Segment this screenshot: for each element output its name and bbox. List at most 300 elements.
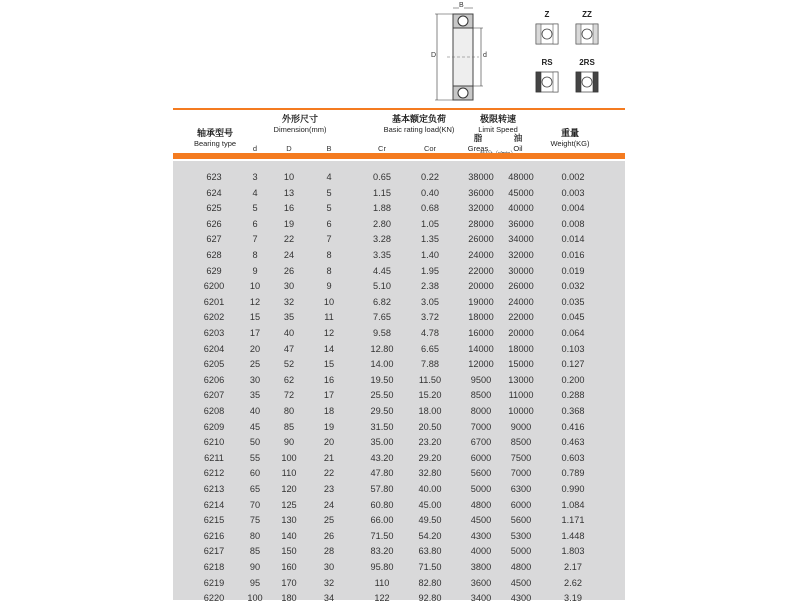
cell-cor: 29.20: [418, 452, 442, 463]
cell-oil-speed: 9000: [510, 421, 532, 432]
table-row: [173, 186, 625, 202]
cell-grease-speed: 3400: [470, 593, 492, 604]
cell-bearing-type: 6219: [203, 577, 225, 588]
cell-cor: 0.68: [421, 203, 439, 214]
cell-D: 32: [283, 296, 295, 307]
cell-cr: 1.15: [373, 187, 391, 198]
cell-D: 16: [283, 203, 295, 214]
cell-oil-speed: 4300: [510, 593, 532, 604]
cell-oil-speed: 10000: [508, 406, 534, 416]
cell-cor: 18.00: [418, 406, 442, 416]
cell-weight: 0.003: [561, 187, 585, 198]
cell-D: 160: [281, 562, 297, 572]
subheader-oil: 油 Oil: [513, 133, 523, 153]
table-row: [173, 435, 625, 451]
cell-oil-speed: 48000: [508, 172, 534, 182]
cell-bearing-type: 6216: [203, 530, 225, 541]
cell-D: 19: [283, 218, 295, 229]
cell-B: 5: [326, 203, 332, 214]
label-d: d: [483, 52, 487, 59]
cell-bearing-type: 6214: [203, 499, 225, 510]
cell-cor: 92.80: [418, 593, 442, 604]
cell-oil-speed: 26000: [508, 281, 534, 292]
bearing-cross-section-diagram: [425, 2, 495, 110]
cell-grease-speed: 4300: [470, 530, 492, 541]
cell-cr: 2.80: [373, 218, 391, 229]
cell-grease-speed: 3600: [470, 577, 492, 588]
table-row: [173, 466, 625, 482]
seal-zz: [562, 10, 612, 51]
cell-D: 10: [283, 172, 295, 182]
cell-grease-speed: 9500: [470, 374, 492, 385]
cell-B: 14: [323, 343, 335, 354]
cell-D: 30: [283, 281, 295, 292]
cell-cr: 35.00: [370, 437, 394, 448]
cell-weight: 0.288: [561, 390, 585, 401]
cell-cor: 23.20: [418, 437, 442, 448]
cell-oil-speed: 45000: [508, 187, 534, 198]
cell-D: 13: [283, 187, 295, 198]
cell-cr: 66.00: [370, 515, 394, 526]
subheader-D: D: [286, 144, 292, 153]
cell-d: 65: [249, 484, 261, 494]
cell-d: 75: [249, 515, 261, 526]
cell-B: 5: [326, 187, 332, 198]
cell-d: 9: [252, 265, 258, 276]
cell-cor: 15.20: [418, 390, 442, 401]
cell-cr: 43.20: [370, 452, 394, 463]
cell-d: 5: [252, 203, 258, 214]
cell-grease-speed: 4800: [470, 499, 492, 510]
header-limit-speed: 极限转速 Limit Speed: [478, 114, 518, 134]
table-row: [173, 404, 625, 420]
cell-grease-speed: 5000: [470, 484, 492, 494]
cell-d: 7: [252, 234, 258, 245]
cell-cr: 25.50: [370, 390, 394, 401]
cell-cr: 47.80: [370, 468, 394, 479]
cell-B: 23: [323, 484, 335, 494]
cell-D: 72: [283, 390, 295, 401]
cell-cor: 82.80: [418, 577, 442, 588]
cell-oil-speed: 32000: [508, 250, 534, 260]
cell-B: 34: [323, 593, 335, 604]
cell-oil-speed: 36000: [508, 218, 534, 229]
cell-d: 40: [249, 406, 261, 416]
cell-grease-speed: 19000: [468, 296, 494, 307]
cell-cor: 3.72: [421, 312, 439, 323]
cell-bearing-type: 6213: [203, 484, 225, 494]
cell-bearing-type: 6217: [203, 546, 225, 557]
cell-weight: 0.416: [561, 421, 585, 432]
cell-oil-speed: 20000: [508, 328, 534, 338]
label-D: D: [431, 52, 437, 59]
table-row: [173, 310, 625, 326]
cell-cor: 1.05: [421, 218, 439, 229]
cell-weight: 0.127: [561, 359, 585, 370]
seal-label: 2RS: [579, 58, 595, 67]
cell-B: 21: [323, 452, 335, 463]
table-row: [173, 248, 625, 264]
bearing-table-body: [173, 161, 625, 604]
cell-weight: 0.064: [561, 328, 585, 338]
cell-D: 180: [281, 593, 297, 604]
cell-cor: 6.65: [421, 343, 439, 354]
cell-grease-speed: 36000: [468, 187, 494, 198]
cell-cor: 1.40: [421, 250, 439, 260]
cell-oil-speed: 13000: [508, 374, 534, 385]
cell-grease-speed: 3800: [470, 562, 492, 572]
cell-oil-speed: 7500: [510, 452, 532, 463]
cell-weight: 0.200: [561, 374, 585, 385]
cell-oil-speed: 4800: [510, 562, 532, 572]
cell-B: 24: [323, 499, 335, 510]
cell-grease-speed: 32000: [468, 203, 494, 214]
table-row: [173, 295, 625, 311]
cell-B: 32: [323, 577, 335, 588]
cell-bearing-type: 6209: [203, 421, 225, 432]
cell-cr: 14.00: [370, 359, 394, 370]
cell-oil-speed: 8500: [510, 437, 532, 448]
cell-bearing-type: 6211: [204, 452, 224, 463]
cell-D: 170: [281, 577, 297, 588]
cell-d: 100: [247, 593, 263, 604]
cell-cr: 29.50: [370, 406, 394, 416]
table-row: [173, 373, 625, 389]
cell-d: 3: [252, 172, 258, 182]
cell-B: 4: [326, 172, 332, 182]
cell-cr: 3.28: [373, 234, 391, 245]
cell-D: 150: [281, 546, 297, 557]
table-row: [173, 513, 625, 529]
subheader-cr: Cr: [378, 144, 386, 153]
cell-grease-speed: 14000: [468, 343, 494, 354]
cell-oil-speed: 6300: [510, 484, 532, 494]
cell-cr: 12.80: [370, 343, 394, 354]
table-row: [173, 544, 625, 560]
table-row: [173, 420, 625, 436]
cell-D: 85: [283, 421, 295, 432]
cell-cr: 19.50: [370, 374, 394, 385]
cell-grease-speed: 5600: [470, 468, 492, 479]
cell-grease-speed: 12000: [468, 359, 494, 370]
cell-cor: 11.50: [418, 374, 442, 385]
cell-B: 6: [326, 218, 332, 229]
cell-grease-speed: 26000: [468, 234, 494, 245]
table-row: [173, 388, 625, 404]
cell-B: 25: [323, 515, 335, 526]
cell-B: 9: [326, 281, 332, 292]
cell-d: 10: [249, 281, 261, 292]
cell-cor: 1.95: [421, 265, 439, 276]
cell-cor: 3.05: [421, 296, 439, 307]
cell-weight: 0.002: [561, 172, 585, 182]
header-dimension: 外形尺寸 Dimension(mm): [273, 114, 327, 134]
cell-cor: 4.78: [421, 328, 439, 338]
table-row: [173, 498, 625, 514]
seal-label: Z: [544, 10, 550, 19]
cell-oil-speed: 40000: [508, 203, 534, 214]
cell-weight: 0.368: [561, 406, 585, 416]
cell-B: 17: [323, 390, 335, 401]
table-row: [173, 279, 625, 295]
cell-cor: 32.80: [418, 468, 442, 479]
cell-B: 19: [323, 421, 335, 432]
cell-bearing-type: 6206: [203, 374, 225, 385]
cell-B: 26: [323, 530, 335, 541]
cell-D: 62: [283, 374, 295, 385]
cell-bearing-type: 629: [206, 265, 222, 276]
cell-d: 30: [249, 374, 261, 385]
cell-oil-speed: 7000: [510, 468, 532, 479]
cell-weight: 0.603: [561, 452, 585, 463]
cell-cor: 49.50: [418, 515, 442, 526]
cell-weight: 0.004: [561, 203, 585, 214]
cell-d: 60: [249, 468, 261, 479]
cell-d: 17: [249, 328, 261, 338]
cell-grease-speed: 7000: [470, 421, 492, 432]
cell-oil-speed: 30000: [508, 265, 534, 276]
cell-B: 12: [323, 328, 335, 338]
cell-bearing-type: 6215: [203, 515, 225, 526]
cell-grease-speed: 6700: [470, 437, 492, 448]
cell-B: 8: [326, 250, 332, 260]
table-row: [173, 576, 625, 592]
cell-weight: 0.789: [561, 468, 585, 479]
cell-weight: 0.008: [561, 218, 585, 229]
cell-cr: 6.82: [373, 296, 391, 307]
cell-D: 22: [283, 234, 295, 245]
cell-D: 120: [281, 484, 297, 494]
cell-bearing-type: 6202: [203, 312, 225, 323]
cell-weight: 3.19: [564, 593, 582, 604]
cell-oil-speed: 22000: [508, 312, 534, 323]
cell-cor: 63.80: [418, 546, 442, 557]
cell-cor: 20.50: [418, 421, 442, 432]
table-row: [173, 529, 625, 545]
cell-weight: 0.463: [561, 437, 585, 448]
cell-cor: 40.00: [418, 484, 442, 494]
subheader-grease: 脂 Greas: [467, 133, 489, 153]
cell-d: 35: [249, 390, 261, 401]
cell-oil-speed: 18000: [508, 343, 534, 354]
cell-weight: 2.62: [564, 577, 582, 588]
cell-D: 35: [283, 312, 295, 323]
cell-oil-speed: 11000: [508, 390, 534, 401]
cell-oil-speed: 5600: [510, 515, 532, 526]
table-row: [173, 482, 625, 498]
cell-bearing-type: 6200: [203, 281, 225, 292]
table-row: [173, 201, 625, 217]
cell-bearing-type: 628: [206, 250, 222, 260]
cell-weight: 0.016: [561, 250, 585, 260]
cell-weight: 0.035: [561, 296, 585, 307]
cell-weight: 1.084: [561, 499, 585, 510]
cell-D: 47: [283, 343, 295, 354]
cell-weight: 0.990: [561, 484, 585, 494]
cell-oil-speed: 15000: [508, 359, 534, 370]
cell-bearing-type: 626: [206, 218, 222, 229]
cell-bearing-type: 6220: [203, 593, 225, 604]
cell-grease-speed: 8500: [470, 390, 492, 401]
cell-d: 55: [249, 452, 261, 463]
seal-2rs-icon: [562, 70, 612, 94]
header-top-rule: [173, 108, 625, 110]
cell-cor: 45.00: [418, 499, 442, 510]
cell-weight: 0.019: [561, 265, 585, 276]
cell-B: 16: [323, 374, 335, 385]
cell-bearing-type: 623: [206, 172, 222, 182]
cell-B: 11: [324, 312, 334, 323]
cell-B: 18: [323, 406, 335, 416]
cell-B: 30: [323, 562, 335, 572]
cell-B: 28: [323, 546, 335, 557]
seal-zz-icon: [562, 22, 612, 46]
cell-d: 90: [249, 562, 261, 572]
cell-D: 52: [283, 359, 295, 370]
cell-D: 125: [281, 499, 297, 510]
table-header: [173, 108, 625, 154]
cell-cr: 95.80: [370, 562, 394, 572]
cell-grease-speed: 38000: [468, 172, 494, 182]
cell-D: 24: [283, 250, 295, 260]
table-row: [173, 217, 625, 233]
table-row: [173, 451, 625, 467]
cell-bearing-type: 625: [206, 203, 222, 214]
cell-d: 25: [249, 359, 261, 370]
table-row: [173, 326, 625, 342]
label-B: B: [459, 2, 464, 9]
cell-cr: 0.65: [373, 172, 391, 182]
cell-grease-speed: 24000: [468, 250, 494, 260]
cell-bearing-type: 6207: [203, 390, 225, 401]
cell-oil-speed: 34000: [508, 234, 534, 245]
cell-D: 80: [283, 406, 295, 416]
cell-cor: 54.20: [418, 530, 442, 541]
cell-weight: 0.032: [561, 281, 585, 292]
cell-d: 45: [249, 421, 261, 432]
cell-bearing-type: 6208: [203, 406, 225, 416]
cell-cr: 9.58: [373, 328, 391, 338]
cell-bearing-type: 6205: [203, 359, 225, 370]
cell-d: 4: [252, 187, 258, 198]
subheader-d: d: [252, 144, 258, 153]
cell-d: 85: [249, 546, 261, 557]
cell-cor: 71.50: [418, 562, 442, 572]
cell-oil-speed: 24000: [508, 296, 534, 307]
cell-d: 8: [252, 250, 258, 260]
cell-D: 100: [281, 452, 297, 463]
cell-cr: 31.50: [370, 421, 394, 432]
cell-weight: 1.171: [561, 515, 585, 526]
cell-cor: 2.38: [421, 281, 439, 292]
cell-d: 50: [249, 437, 261, 448]
cell-weight: 1.803: [561, 546, 585, 557]
cell-d: 70: [249, 499, 261, 510]
cell-weight: 0.103: [561, 343, 585, 354]
cell-cr: 110: [374, 577, 390, 588]
cell-d: 20: [249, 343, 261, 354]
cell-B: 20: [323, 437, 335, 448]
cell-grease-speed: 16000: [468, 328, 494, 338]
cell-d: 80: [249, 530, 261, 541]
cell-grease-speed: 6000: [470, 452, 492, 463]
cell-cr: 1.88: [373, 203, 391, 214]
cell-cor: 0.40: [421, 187, 439, 198]
cell-cr: 5.10: [373, 281, 391, 292]
cell-grease-speed: 18000: [468, 312, 494, 323]
cell-bearing-type: 6203: [203, 328, 225, 338]
seal-label: RS: [541, 58, 553, 67]
cell-weight: 0.014: [561, 234, 585, 245]
cell-cr: 4.45: [373, 265, 391, 276]
cell-grease-speed: 20000: [468, 281, 494, 292]
cell-d: 15: [249, 312, 261, 323]
cell-B: 10: [323, 296, 335, 307]
cell-grease-speed: 8000: [470, 406, 492, 416]
table-row: [173, 357, 625, 373]
cell-bearing-type: 6201: [203, 296, 225, 307]
cell-bearing-type: 6204: [203, 343, 225, 354]
cell-grease-speed: 4500: [470, 515, 492, 526]
cell-grease-speed: 4000: [470, 546, 492, 557]
cell-bearing-type: 627: [206, 234, 222, 245]
cell-D: 90: [283, 437, 295, 448]
header-bearing-type: 轴承型号 Bearing type: [193, 128, 237, 148]
cell-oil-speed: 5300: [510, 530, 532, 541]
cell-oil-speed: 5000: [510, 546, 532, 557]
cell-cr: 3.35: [373, 250, 391, 260]
cell-cr: 122: [374, 593, 390, 604]
cell-d: 12: [249, 296, 261, 307]
cell-bearing-type: 6218: [203, 562, 225, 572]
cell-D: 130: [281, 515, 297, 526]
cell-B: 22: [323, 468, 335, 479]
cell-D: 110: [281, 468, 297, 479]
cell-cr: 60.80: [370, 499, 394, 510]
subheader-cor: Cor: [423, 144, 437, 153]
table-row: [173, 560, 625, 576]
cell-cor: 0.22: [421, 172, 439, 182]
cell-cr: 7.65: [373, 312, 391, 323]
cell-cor: 7.88: [421, 359, 439, 370]
cell-grease-speed: 28000: [468, 218, 494, 229]
seal-2rs: [562, 58, 612, 99]
cell-D: 140: [281, 530, 297, 541]
cell-cr: 83.20: [370, 546, 394, 557]
cell-cr: 57.80: [370, 484, 394, 494]
cell-weight: 1.448: [561, 530, 585, 541]
table-row: [173, 232, 625, 248]
seal-label: ZZ: [582, 10, 592, 19]
cell-grease-speed: 22000: [468, 265, 494, 276]
cell-oil-speed: 6000: [510, 499, 532, 510]
cell-d: 6: [252, 218, 258, 229]
cell-bearing-type: 6212: [203, 468, 225, 479]
header-orange-bar: [173, 153, 625, 159]
header-weight: 重量 Weight(KG): [550, 128, 590, 148]
table-row: [173, 264, 625, 280]
cell-D: 40: [283, 328, 295, 338]
cell-cor: 1.35: [421, 234, 439, 245]
cell-bearing-type: 624: [206, 187, 222, 198]
cell-oil-speed: 4500: [510, 577, 532, 588]
cell-bearing-type: 6210: [203, 437, 225, 448]
subheader-B: B: [326, 144, 332, 153]
table-row: [173, 170, 625, 186]
cell-cr: 71.50: [370, 530, 394, 541]
cell-weight: 2.17: [564, 562, 582, 572]
table-row: [173, 591, 625, 607]
